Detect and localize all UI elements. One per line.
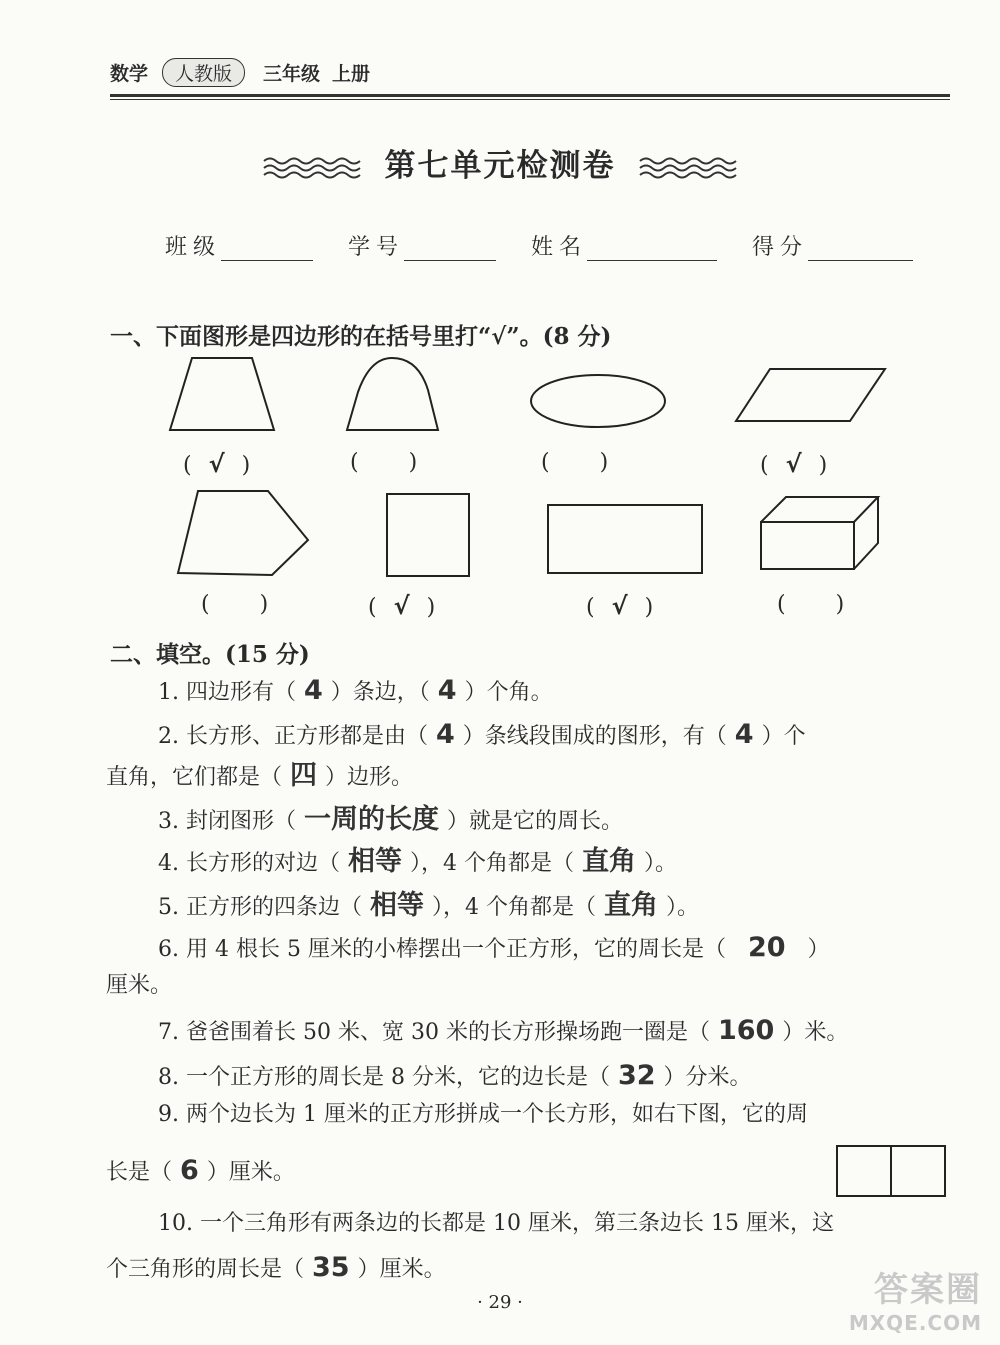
two-squares-figure [836,1145,948,1199]
q5: 5. 正方形的四条边（ 相等 ），4 个角都是（ 直角 ）。 [158,890,699,921]
q9-line1: 9. 两个边长为 1 厘米的正方形拼成一个长方形，如右下图，它的周 [158,1102,808,1127]
q7-answer-1[interactable]: 160 [717,1015,775,1046]
q1-answer-2[interactable]: 4 [437,675,457,706]
score-label: 得分 [752,235,809,260]
check-mark: √ [611,592,628,620]
name-label: 姓名 [531,235,588,260]
q10-line1: 10. 一个三角形有两条边的长都是 10 厘米，第三条边长 15 厘米，这 [158,1211,834,1236]
q2-answer-2[interactable]: 4 [734,719,754,750]
answer-slot-4[interactable]: ( √ ) [760,450,828,478]
header-edition-badge: 人教版 [162,58,245,87]
check-mark: √ [208,450,225,478]
q8-answer-1[interactable]: 32 [617,1060,656,1091]
answer-slot-2[interactable]: ( ) [350,450,418,475]
header-volume: 上册 [332,63,371,85]
check-mark: √ [785,450,802,478]
answer-slot-6[interactable]: ( √ ) [368,592,436,620]
class-label: 班级 [165,235,222,260]
q4-answer-2[interactable]: 直角 [581,846,636,877]
q10-line2: 个三角形的周长是（ 35 ）厘米。 [106,1252,446,1283]
q9-answer-1[interactable]: 6 [180,1155,199,1186]
q8: 8. 一个正方形的周长是 8 分米，它的边长是（ 32 ）分米。 [158,1060,752,1091]
answer-slot-7[interactable]: ( √ ) [586,592,654,620]
answer-slot-1[interactable]: ( √ ) [183,450,251,478]
rectangle-shape [548,505,702,573]
q2-answer-1[interactable]: 4 [435,719,455,750]
shapes-figure [0,0,1000,640]
q9-line2: 长是（ 6 ）厘米。 [106,1155,295,1186]
q10-answer-1[interactable]: 35 [312,1252,350,1283]
square-shape [387,494,469,576]
arch-shape [347,358,438,430]
page-number: · 29 · [477,1292,523,1313]
title-text: 第七单元检测卷 [384,148,616,184]
q3-answer-1[interactable]: 一周的长度 [303,804,439,835]
q6-answer-1[interactable]: 20 [747,932,786,963]
answer-slot-5[interactable]: ( ) [201,592,269,617]
q2-line2: 直角，它们都是（ 四 ）边形。 [106,760,414,791]
q6-line1: 6. 用 4 根长 5 厘米的小棒摆出一个正方形，它的周长是（ 20 ） [158,932,830,963]
pentagon-shape [178,491,308,575]
q7: 7. 爸爸围着长 50 米、宽 30 米的长方形操场跑一圈是（ 160 ）米。 [158,1015,849,1046]
check-mark: √ [393,592,410,620]
ellipse-shape [531,375,665,427]
q5-answer-2[interactable]: 直角 [603,890,658,921]
q3: 3. 封闭图形（ 一周的长度 ）就是它的周长。 [158,804,623,835]
q4: 4. 长方形的对边（ 相等 ），4 个角都是（ 直角 ）。 [158,846,677,877]
trapezoid-shape [170,358,274,430]
header-subject: 数学 [110,63,149,85]
q5-answer-1[interactable]: 相等 [369,890,424,921]
answer-slot-3[interactable]: ( ) [541,450,609,475]
q2-answer-3[interactable]: 四 [290,760,318,791]
watermark-logo: 答案圈 MXQE.COM [848,1270,982,1335]
q2-line1: 2. 长方形、正方形都是由（ 4 ）条线段围成的图形，有（ 4 ）个 [158,719,806,750]
section2-heading: 二、填空。(15 分) [110,641,310,668]
student-id-label: 学号 [348,235,405,260]
q1-answer-1[interactable]: 4 [303,675,323,706]
section1-heading: 一、下面图形是四边形的在括号里打“√”。(8 分) [110,323,612,350]
header-grade: 三年级 [263,63,321,85]
answer-slot-8[interactable]: ( ) [777,592,845,617]
parallelogram-shape [736,369,885,421]
q1: 1. 四边形有（ 4 ）条边，（ 4 ）个角。 [158,675,553,706]
cuboid-shape [761,497,878,569]
q4-answer-1[interactable]: 相等 [347,846,402,877]
q6-line2: 厘米。 [106,973,173,998]
